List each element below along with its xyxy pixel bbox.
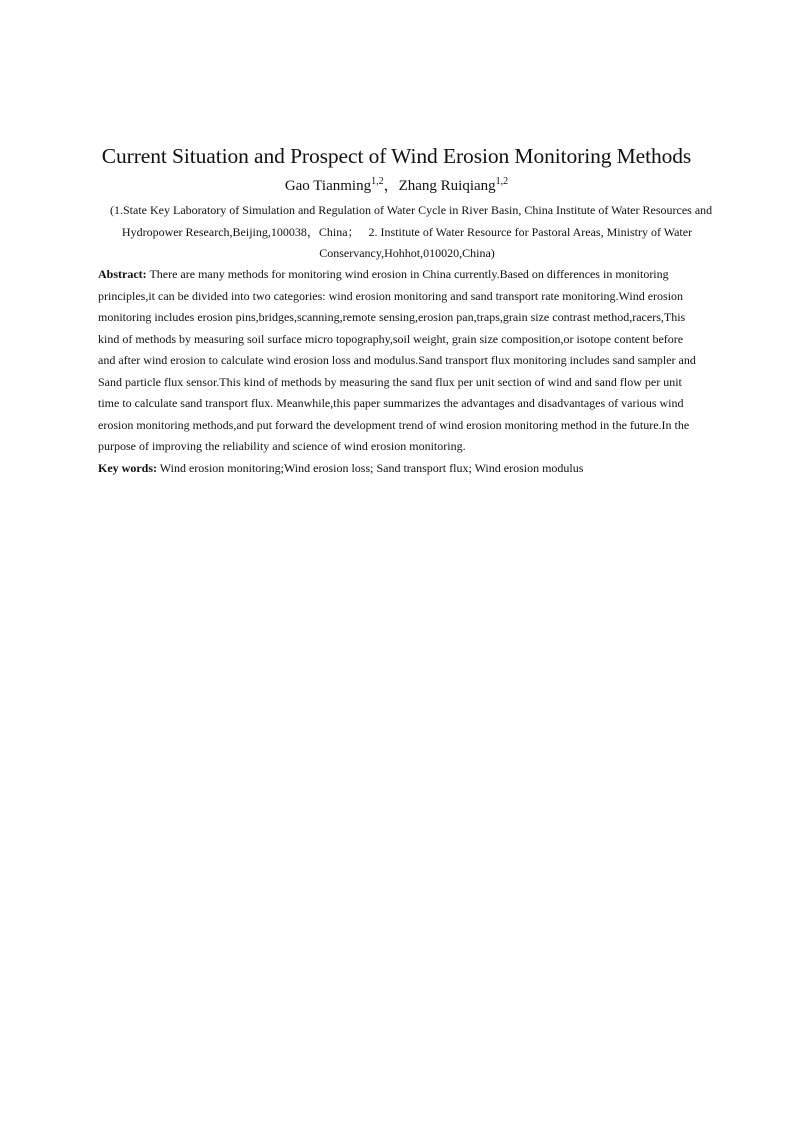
paper-title: Current Situation and Prospect of Wind Erosion Monitoring Methods <box>101 144 692 168</box>
author-list <box>0 175 793 197</box>
author-affiliation-sup: 1,2 <box>371 176 384 187</box>
author-affiliation-sup: 1,2 <box>495 176 509 187</box>
abstract-line: and after wind erosion to calculate wind erosion loss and modulus.Sand transport flux monitoring includes sand sampler and <box>98 353 696 367</box>
abstract-text: There are many methods for monitoring wind erosion in China currently.Based on differences in monitoring <box>146 267 669 281</box>
abstract-line: time to calculate sand transport flux. Meanwhile,this paper summarizes the advantages and disadvantages of various wind <box>98 396 684 410</box>
author-name: Gao Tianming <box>284 178 372 194</box>
keywords-label: Key words: <box>98 461 157 475</box>
abstract-line: purpose of improving the reliability and science of wind erosion monitoring. <box>98 439 466 453</box>
affiliations <box>110 200 713 265</box>
affiliation-line: Hydropower Research,Beijing,100038，China； 2. Institute of Water Resource for Pastoral Areas, Ministry of Water <box>121 224 693 239</box>
abstract-line: monitoring includes erosion pins,bridges,scanning,remote sensing,erosion pan,traps,grain size contrast method,racers,This <box>98 310 686 324</box>
abstract-line: Sand particle flux sensor.This kind of methods by measuring the sand flux per unit section of wind and sand flow per unit <box>98 374 682 389</box>
abstract-line <box>98 264 699 286</box>
abstract-label: Abstract: <box>98 267 147 281</box>
abstract-line: erosion monitoring methods,and put forward the development trend of wind erosion monitoring method in the future.In the <box>98 417 690 432</box>
affiliation-line: Conservancy,Hohhot,010020,China) <box>319 246 495 260</box>
keywords <box>98 458 699 480</box>
abstract <box>98 264 699 458</box>
abstract-line: principles,it can be divided into two categories: wind erosion monitoring and sand transport rate monitoring.Wind erosion <box>98 288 684 303</box>
author-separator: ， <box>383 178 399 194</box>
abstract-line: kind of methods by measuring soil surface micro topography,soil weight, grain size composition,or isotope content before <box>98 331 684 346</box>
author-name: Zhang Ruiqiang <box>398 178 496 194</box>
keywords-text: Wind erosion monitoring;Wind erosion loss; Sand transport flux; Wind erosion modulus <box>157 461 584 475</box>
affiliation-line: (1.State Key Laboratory of Simulation and Regulation of Water Cycle in River Basin, China Institute of Water Resources and <box>110 203 713 217</box>
